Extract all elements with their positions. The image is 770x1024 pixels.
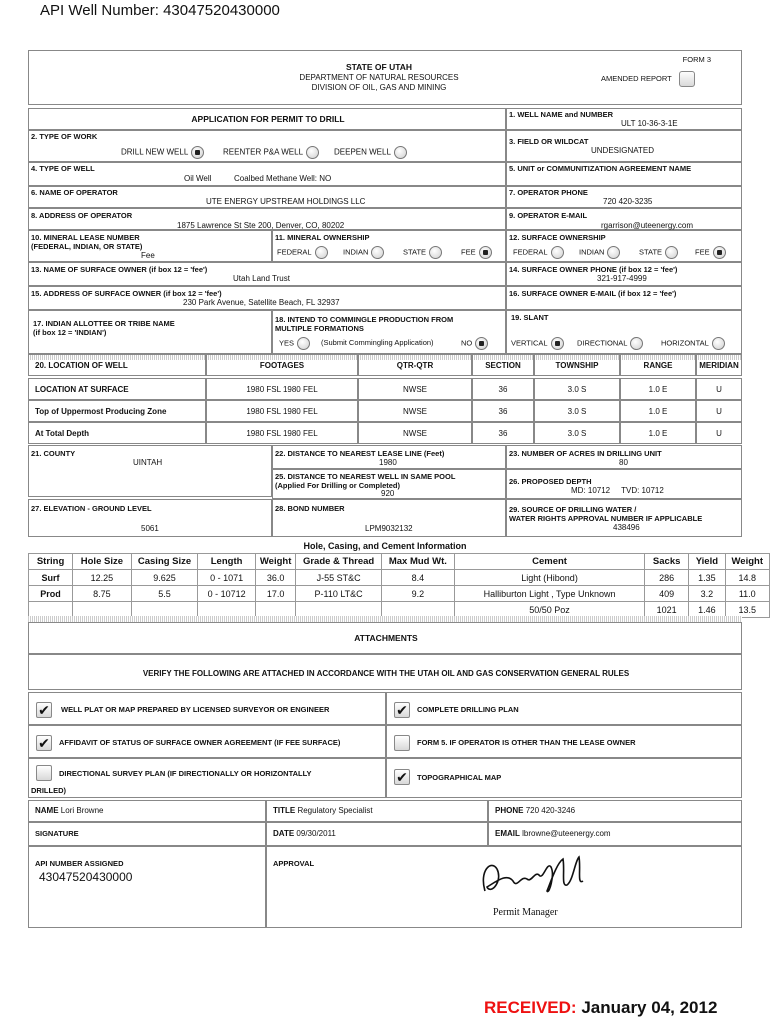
reenter-radio[interactable] [306, 146, 319, 159]
deepen-label: DEEPEN WELL [334, 147, 391, 157]
field-allottee [28, 310, 272, 354]
field-well-name [506, 108, 742, 130]
received-stamp [484, 998, 717, 1018]
casing-header-cell: String [29, 554, 73, 570]
casing-title: Hole, Casing, and Cement Information [303, 541, 467, 551]
attach-affidavit [28, 725, 386, 758]
location-header: TOWNSHIP [534, 354, 620, 376]
casing-header-cell: Yield [689, 554, 725, 570]
surface-owner-label: 13. NAME OF SURFACE OWNER (if box 12 = 'fee') [31, 265, 208, 274]
reenter-option[interactable] [223, 146, 319, 159]
casing-cell: 36.0 [255, 570, 296, 586]
pool-label: 25. DISTANCE TO NEAREST WELL IN SAME POOL [275, 472, 456, 481]
division: DIVISION OF OIL, GAS AND MINING [311, 83, 447, 92]
field-acres [506, 445, 742, 469]
location-cell: 3.0 S [534, 378, 620, 400]
depth-label: 26. PROPOSED DEPTH [509, 477, 592, 486]
lease-value: Fee [141, 251, 155, 260]
mineral-federal-label: FEDERAL [277, 247, 312, 257]
surface-federal-radio[interactable] [551, 246, 564, 259]
survey-checkbox[interactable] [36, 765, 52, 781]
received-label: RECEIVED: [484, 998, 577, 1017]
department: DEPARTMENT OF NATURAL RESOURCES [299, 73, 459, 82]
phone-label: 7. OPERATOR PHONE [509, 188, 588, 197]
pool-label-2: (Applied For Drilling or Completed) [275, 481, 400, 490]
mineral-federal-radio[interactable] [315, 246, 328, 259]
drilling-plan-checkbox[interactable]: ✔ [394, 702, 410, 718]
casing-header-row [29, 554, 770, 570]
commingle-no-option[interactable] [461, 337, 488, 350]
casing-cell: P-110 LT&C [296, 586, 381, 602]
slant-horizontal-radio[interactable] [712, 337, 725, 350]
field-slant [506, 310, 742, 354]
signoff-email [488, 822, 742, 846]
location-cell: U [696, 422, 742, 444]
bond-label: 28. BOND NUMBER [275, 504, 345, 513]
well-name-label: 1. WELL NAME and NUMBER [509, 110, 614, 119]
surface-federal-label: FEDERAL [513, 247, 548, 257]
phone-value: 720 420-3235 [603, 197, 653, 206]
casing-cell: Surf [29, 570, 73, 586]
mineral-indian-option[interactable] [343, 246, 384, 259]
field-commingle [272, 310, 506, 354]
casing-cell: J-55 ST&C [296, 570, 381, 586]
commingle-yes-label: YES [279, 338, 295, 348]
field-unit [506, 162, 742, 186]
commingle-label-2: MULTIPLE FORMATIONS [275, 324, 364, 333]
casing-row [29, 586, 770, 602]
allottee-label-2: (if box 12 = 'INDIAN') [33, 328, 107, 337]
surface-state-label: STATE [639, 247, 663, 257]
location-cell: U [696, 378, 742, 400]
location-row-label: LOCATION AT SURFACE [28, 378, 206, 400]
title-label: TITLE [273, 806, 296, 815]
attach-topo [386, 758, 742, 798]
api-assigned-label: API NUMBER ASSIGNED [35, 859, 124, 868]
water-label-2: WATER RIGHTS APPROVAL NUMBER IF APPLICABLE [509, 514, 703, 523]
signoff-phone [488, 800, 742, 822]
date-value: 09/30/2011 [296, 829, 336, 838]
location-row-label: At Total Depth [28, 422, 206, 444]
casing-header-cell: Grade & Thread [296, 554, 381, 570]
name-line [35, 806, 103, 816]
field-water [506, 499, 742, 537]
state-title: STATE OF UTAH [345, 62, 413, 72]
casing-cell: 0 - 10712 [198, 586, 255, 602]
casing-row [29, 570, 770, 586]
signoff-date [266, 822, 488, 846]
casing-cell: 13.5 [725, 602, 769, 618]
slant-vertical-radio[interactable] [551, 337, 564, 350]
signoff-title [266, 800, 488, 822]
api-assigned-value: 43047520430000 [39, 870, 133, 884]
signoff-approval [266, 846, 742, 928]
location-header: 20. LOCATION OF WELL [28, 354, 206, 376]
casing-cell: 14.8 [725, 570, 769, 586]
drill-new-radio[interactable] [191, 146, 204, 159]
commingle-label: 18. INTEND TO COMMINGLE PRODUCTION FROM [275, 315, 454, 324]
elevation-label: 27. ELEVATION - GROUND LEVEL [31, 504, 152, 513]
location-cell: U [696, 400, 742, 422]
received-date: January 04, 2012 [581, 998, 718, 1017]
slant-directional-label: DIRECTIONAL [577, 338, 628, 348]
acres-label: 23. NUMBER OF ACRES IN DRILLING UNIT [509, 449, 662, 458]
casing-header-cell: Cement [455, 554, 645, 570]
elevation-value: 5061 [141, 524, 159, 533]
signature-label: SIGNATURE [35, 829, 79, 838]
affidavit-label: AFFIDAVIT OF STATUS OF SURFACE OWNER AGREEMENT (IF FEE SURFACE) [59, 738, 341, 747]
field-mineral-ownership [272, 230, 506, 262]
coalbed-value: Coalbed Methane Well: NO [234, 174, 332, 183]
casing-cell: 409 [645, 586, 689, 602]
field-surface-address [28, 286, 506, 310]
commingle-no-label: NO [461, 338, 473, 348]
field-surface-phone [506, 262, 742, 286]
surface-state-option[interactable] [639, 246, 678, 259]
casing-cell: 11.0 [725, 586, 769, 602]
water-value: 438496 [613, 523, 640, 532]
casing-cell: 3.2 [689, 586, 725, 602]
signoff-phone-value: 720 420-3246 [525, 806, 576, 815]
slant-horizontal-label: HORIZONTAL [661, 338, 709, 348]
casing-cell: 8.75 [73, 586, 132, 602]
lease-label: 10. MINERAL LEASE NUMBER [31, 233, 140, 242]
signoff-signature [28, 822, 266, 846]
casing-cell: Prod [29, 586, 73, 602]
operator-label: 6. NAME OF OPERATOR [31, 188, 118, 197]
field-address [28, 208, 506, 230]
casing-cell: 12.25 [73, 570, 132, 586]
field-label: 3. FIELD OR WILDCAT [509, 137, 589, 146]
signoff-name [28, 800, 266, 822]
slant-directional-option[interactable] [577, 337, 643, 350]
form-number: FORM 3 [682, 55, 711, 64]
date-line [273, 829, 336, 839]
verify-text: VERIFY THE FOLLOWING ARE ATTACHED IN ACCORDANCE WITH THE UTAH OIL AND GAS CONSERVATION GENERAL RULES [142, 669, 630, 678]
permit-manager: Permit Manager [493, 907, 558, 918]
attach-drilling-plan [386, 692, 742, 725]
surface-email-label: 16. SURFACE OWNER E-MAIL (if box 12 = 'fee') [509, 289, 677, 298]
field-surface-ownership [506, 230, 742, 262]
survey-label-2: DRILLED) [31, 786, 66, 795]
field-elevation [28, 499, 272, 537]
mineral-state-option[interactable] [403, 246, 442, 259]
surface-phone-value: 321-917-4999 [597, 274, 647, 283]
mineral-fee-radio[interactable] [479, 246, 492, 259]
field-depth [506, 469, 742, 499]
casing-cell: 0 - 1071 [198, 570, 255, 586]
signoff-email-label: EMAIL [495, 829, 520, 838]
surface-owner-value: Utah Land Trust [233, 274, 290, 283]
county-value: UINTAH [133, 458, 163, 467]
location-table [28, 354, 742, 444]
drill-new-option[interactable] [121, 146, 204, 159]
casing-header-cell: Length [198, 554, 255, 570]
api-well-number: API Well Number: 43047520430000 [40, 2, 280, 19]
casing-cell: 50/50 Poz [455, 602, 645, 618]
drilling-plan-label: COMPLETE DRILLING PLAN [417, 705, 519, 714]
casing-cell: 286 [645, 570, 689, 586]
slant-directional-radio[interactable] [630, 337, 643, 350]
bond-value: LPM9032132 [365, 524, 413, 533]
surface-indian-radio[interactable] [607, 246, 620, 259]
unit-label: 5. UNIT or COMMUNITIZATION AGREEMENT NAME [509, 164, 692, 173]
commingle-yes-radio[interactable] [297, 337, 310, 350]
phone-line [495, 806, 575, 816]
name-label: NAME [35, 806, 59, 815]
location-header: FOOTAGES [206, 354, 358, 376]
surface-federal-option[interactable] [513, 246, 564, 259]
surface-address-value: 230 Park Avenue, Satellite Beach, FL 32937 [183, 298, 340, 307]
mineral-state-radio[interactable] [429, 246, 442, 259]
field-field [506, 130, 742, 162]
casing-header-cell: Sacks [645, 554, 689, 570]
location-cell: 36 [472, 400, 534, 422]
field-bond [272, 499, 506, 537]
slant-label: 19. SLANT [511, 313, 549, 322]
field-value: UNDESIGNATED [591, 146, 654, 155]
email-line [495, 829, 611, 839]
amended-report-checkbox[interactable] [679, 71, 695, 87]
field-email [506, 208, 742, 230]
location-header: RANGE [620, 354, 696, 376]
casing-cell: 8.4 [381, 570, 454, 586]
surface-indian-label: INDIAN [579, 247, 605, 257]
well-name-value: ULT 10-36-3-1E [621, 119, 678, 128]
title-line [273, 806, 373, 816]
mineral-state-label: STATE [403, 247, 427, 257]
survey-label: DIRECTIONAL SURVEY PLAN (IF DIRECTIONALLY OR HORIZONTALLY [59, 769, 312, 778]
type-well-label: 4. TYPE OF WELL [31, 164, 95, 173]
plat-label: WELL PLAT OR MAP PREPARED BY LICENSED SURVEYOR OR ENGINEER [61, 705, 330, 714]
date-label: DATE [273, 829, 295, 838]
location-cell: 1.0 E [620, 400, 696, 422]
casing-header-cell: Weight [255, 554, 296, 570]
attach-survey [28, 758, 386, 798]
surface-indian-option[interactable] [579, 246, 620, 259]
commingle-yes-option[interactable] [279, 337, 310, 350]
casing-cell: Halliburton Light , Type Unknown [455, 586, 645, 602]
field-type-well [28, 162, 506, 186]
surface-ownership-label: 12. SURFACE OWNERSHIP [509, 233, 606, 242]
location-cell: 1980 FSL 1980 FEL [206, 378, 358, 400]
plat-checkbox[interactable]: ✔ [36, 702, 52, 718]
casing-cell: 1.46 [689, 602, 725, 618]
surface-address-label: 15. ADDRESS OF SURFACE OWNER (if box 12 = 'fee') [31, 289, 222, 298]
county-label: 21. COUNTY [31, 449, 76, 458]
casing-header-cell: Casing Size [131, 554, 198, 570]
mineral-indian-radio[interactable] [371, 246, 384, 259]
surface-fee-option[interactable] [695, 246, 726, 259]
field-surface-email [506, 286, 742, 310]
casing-cell: Light (Hibond) [455, 570, 645, 586]
reenter-label: REENTER P&A WELL [223, 147, 304, 157]
app-title-text: APPLICATION FOR PERMIT TO DRILL [191, 114, 345, 124]
slant-horizontal-option[interactable] [661, 337, 725, 350]
location-row-label: Top of Uppermost Producing Zone [28, 400, 206, 422]
attach-form5 [386, 725, 742, 758]
field-lease-line [272, 445, 506, 469]
lease-line-label: 22. DISTANCE TO NEAREST LEASE LINE (Feet) [275, 449, 445, 458]
deepen-option[interactable] [334, 146, 407, 159]
address-label: 8. ADDRESS OF OPERATOR [31, 211, 133, 220]
location-cell: NWSE [358, 378, 472, 400]
affidavit-checkbox[interactable]: ✔ [36, 735, 52, 751]
mineral-federal-option[interactable] [277, 246, 328, 259]
surface-state-radio[interactable] [665, 246, 678, 259]
topo-checkbox[interactable]: ✔ [394, 769, 410, 785]
casing-cell: 1.35 [689, 570, 725, 586]
field-type-work [28, 130, 506, 162]
name-value: Lori Browne [60, 806, 104, 815]
location-header: MERIDIAN [696, 354, 742, 376]
casing-cell: 9.2 [381, 586, 454, 602]
mineral-indian-label: INDIAN [343, 247, 369, 257]
commingle-note: (Submit Commingling Application) [321, 338, 434, 347]
acres-value: 80 [619, 458, 628, 467]
location-cell: 1.0 E [620, 378, 696, 400]
surface-fee-label: FEE [695, 247, 710, 257]
topo-label: TOPOGRAPHICAL MAP [417, 773, 502, 782]
type-well-value: Oil Well [184, 174, 212, 183]
casing-cell: 5.5 [131, 586, 198, 602]
casing-header-cell: Max Mud Wt. [381, 554, 454, 570]
location-header: QTR-QTR [358, 354, 472, 376]
operator-value: UTE ENERGY UPSTREAM HOLDINGS LLC [206, 197, 366, 206]
surface-phone-label: 14. SURFACE OWNER PHONE (if box 12 = 'fee') [509, 265, 678, 274]
form5-checkbox[interactable] [394, 735, 410, 751]
location-cell: 3.0 S [534, 400, 620, 422]
address-value: 1875 Lawrence St Ste 200, Denver, CO, 80202 [177, 221, 345, 230]
slant-vertical-option[interactable] [511, 337, 564, 350]
lease-label-2: (FEDERAL, INDIAN, OR STATE) [31, 242, 143, 251]
form-header [28, 50, 742, 105]
location-cell: 1980 FSL 1980 FEL [206, 400, 358, 422]
title-value: Regulatory Specialist [297, 806, 373, 815]
water-label: 29. SOURCE OF DRILLING WATER / [509, 505, 637, 514]
field-pool [272, 469, 506, 499]
location-cell: 36 [472, 422, 534, 444]
approval-label: APPROVAL [273, 859, 315, 868]
mineral-fee-option[interactable] [461, 246, 492, 259]
field-lease [28, 230, 272, 262]
location-cell: NWSE [358, 422, 472, 444]
deepen-radio[interactable] [394, 146, 407, 159]
casing-cell: 9.625 [131, 570, 198, 586]
app-title [28, 108, 506, 130]
field-county [28, 445, 272, 497]
surface-fee-radio[interactable] [713, 246, 726, 259]
location-cell: 36 [472, 378, 534, 400]
casing-cell: 1021 [645, 602, 689, 618]
signoff-phone-label: PHONE [495, 806, 524, 815]
mineral-ownership-label: 11. MINERAL OWNERSHIP [275, 233, 370, 242]
allottee-label: 17. INDIAN ALLOTTEE OR TRIBE NAME [33, 319, 175, 328]
verify-row [28, 654, 742, 690]
commingle-no-radio[interactable] [475, 337, 488, 350]
mineral-fee-label: FEE [461, 247, 476, 257]
drill-new-label: DRILL NEW WELL [121, 147, 189, 157]
signoff-api [28, 846, 266, 928]
attach-plat [28, 692, 386, 725]
email-value: rgarrison@uteenergy.com [601, 221, 694, 230]
location-header: SECTION [472, 354, 534, 376]
email-label: 9. OPERATOR E-MAIL [509, 211, 588, 220]
amended-report-label: AMENDED REPORT [601, 74, 672, 83]
attachments-header [28, 622, 742, 654]
casing-cell: 17.0 [255, 586, 296, 602]
type-work-label: 2. TYPE OF WORK [31, 132, 98, 141]
form5-label: FORM 5. IF OPERATOR IS OTHER THAN THE LEASE OWNER [417, 738, 636, 747]
field-surface-owner [28, 262, 506, 286]
signoff-email-value: lbrowne@uteenergy.com [522, 829, 611, 838]
lease-line-value: 1980 [379, 458, 397, 467]
location-cell: 3.0 S [534, 422, 620, 444]
location-cell: 1980 FSL 1980 FEL [206, 422, 358, 444]
location-cell: NWSE [358, 400, 472, 422]
casing-header-cell: Hole Size [73, 554, 132, 570]
pool-value: 920 [381, 489, 395, 498]
location-cell: 1.0 E [620, 422, 696, 444]
attachments-title: ATTACHMENTS [354, 633, 418, 643]
depth-value: MD: 10712 TVD: 10712 [571, 486, 664, 495]
casing-header-cell: Weight [725, 554, 769, 570]
field-operator [28, 186, 506, 208]
field-phone [506, 186, 742, 208]
approval-signature [477, 851, 587, 901]
slant-vertical-label: VERTICAL [511, 338, 548, 348]
